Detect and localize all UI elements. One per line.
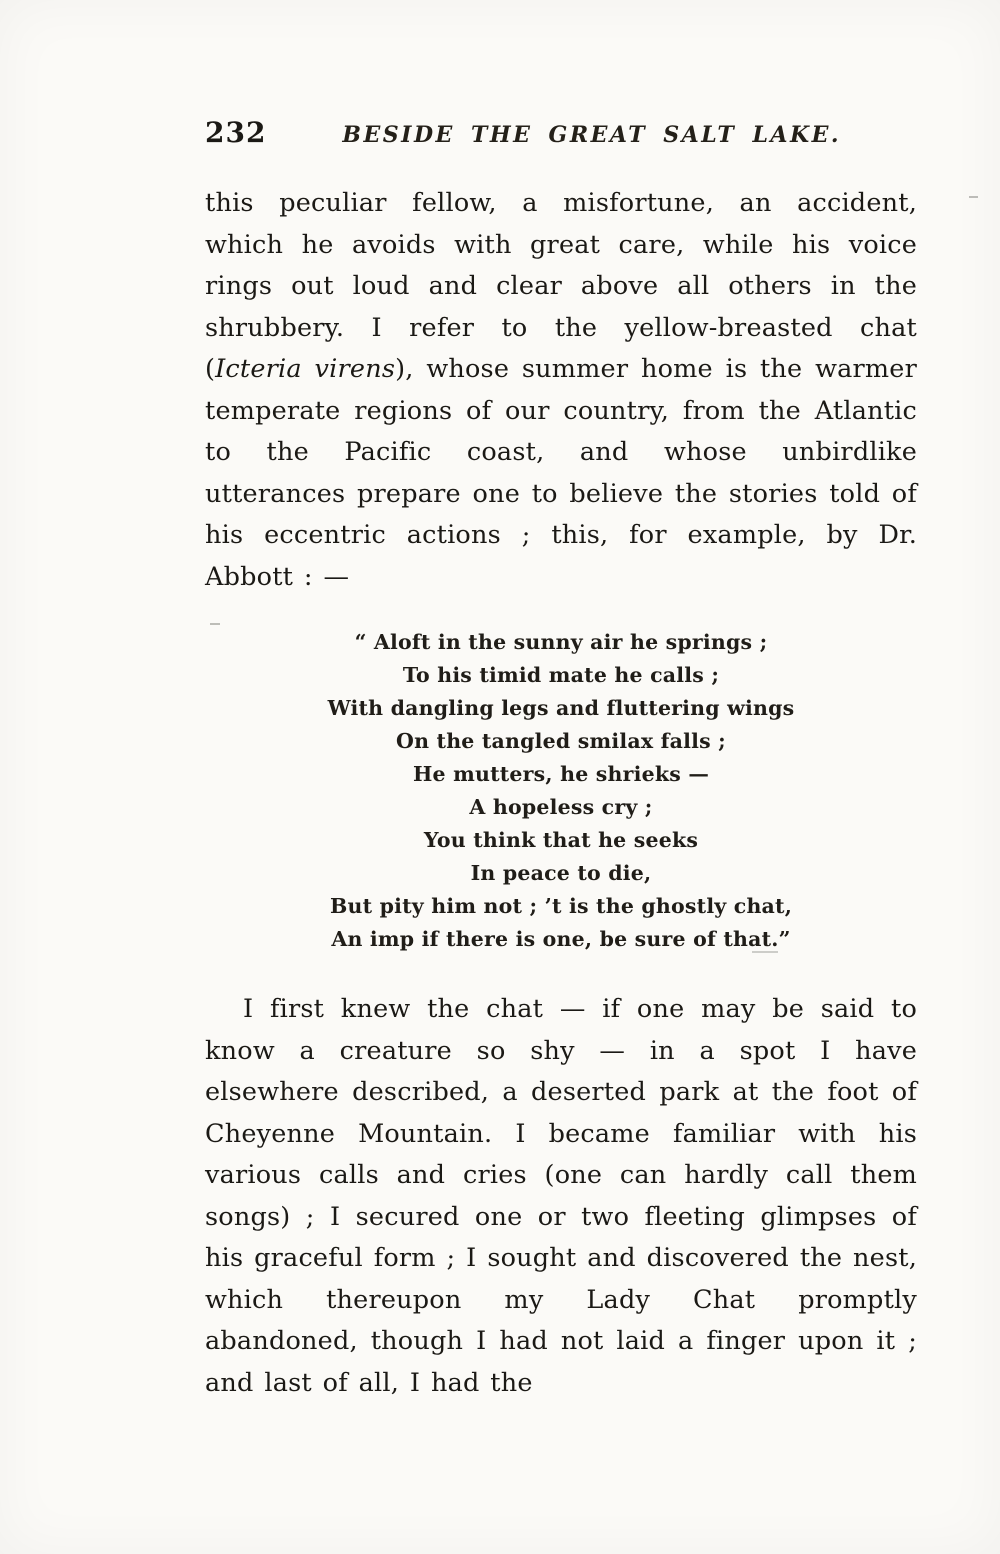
- poem-blockquote: [205, 626, 917, 956]
- poem-line: You think that he seeks: [423, 828, 699, 852]
- scan-artifact: [969, 196, 978, 198]
- poem-line: In peace to die,: [470, 861, 652, 885]
- poem-line: To his timid mate he calls ;: [402, 663, 720, 687]
- poem-line: With dangling legs and fluttering wings: [327, 696, 795, 720]
- poem-line: A hopeless cry ;: [469, 795, 653, 819]
- paragraph-2: I first knew the chat — if one may be said to know a creature so shy — in a spot I have elsewhere described, a deserted park at the foot of Cheyenne Mountain. I became familiar with his various calls and cries (one can hardly call them songs) ; I secured one or two fleeting glimpses of his graceful form ; I sought and discovered the nest, which thereupon my Lady Chat promptly abandoned, though I had not laid a finger upon it ; and last of all, I had the: [205, 994, 917, 1398]
- paragraph-1: [205, 183, 917, 598]
- page-number: 232: [205, 116, 267, 149]
- poem-line: On the tangled smilax falls ;: [396, 729, 726, 753]
- poem-line: “ Aloft in the sunny air he springs ;: [354, 630, 768, 654]
- scan-artifact: [752, 951, 778, 953]
- running-header: [205, 116, 917, 149]
- paragraph-1-text-end: ), whose summer home is the warmer temperate regions of our country, from the Atlantic to the Pacific coast, and whose unbirdlike utterances prepare one to believe the stories told of his eccentric actions ; this, for example, by Dr. Abbott : —: [205, 354, 917, 592]
- poem-line: An imp if there is one, be sure of that.”: [331, 927, 791, 951]
- text-block: [205, 116, 917, 1404]
- scan-artifact: [210, 623, 220, 625]
- poem-line: He mutters, he shrieks —: [412, 762, 710, 786]
- paragraph-1-text-start: this peculiar fellow, a misfortune, an accident, which he avoids with great care, while his voice rings out loud and clear above all others in the shrubbery. I refer to the yellow-breasted chat (: [205, 188, 917, 384]
- species-name-italic: Icteria virens: [215, 354, 396, 384]
- poem-line: But pity him not ; ’t is the ghostly chat,: [329, 894, 793, 918]
- running-header-title: BESIDE THE GREAT SALT LAKE.: [342, 122, 842, 148]
